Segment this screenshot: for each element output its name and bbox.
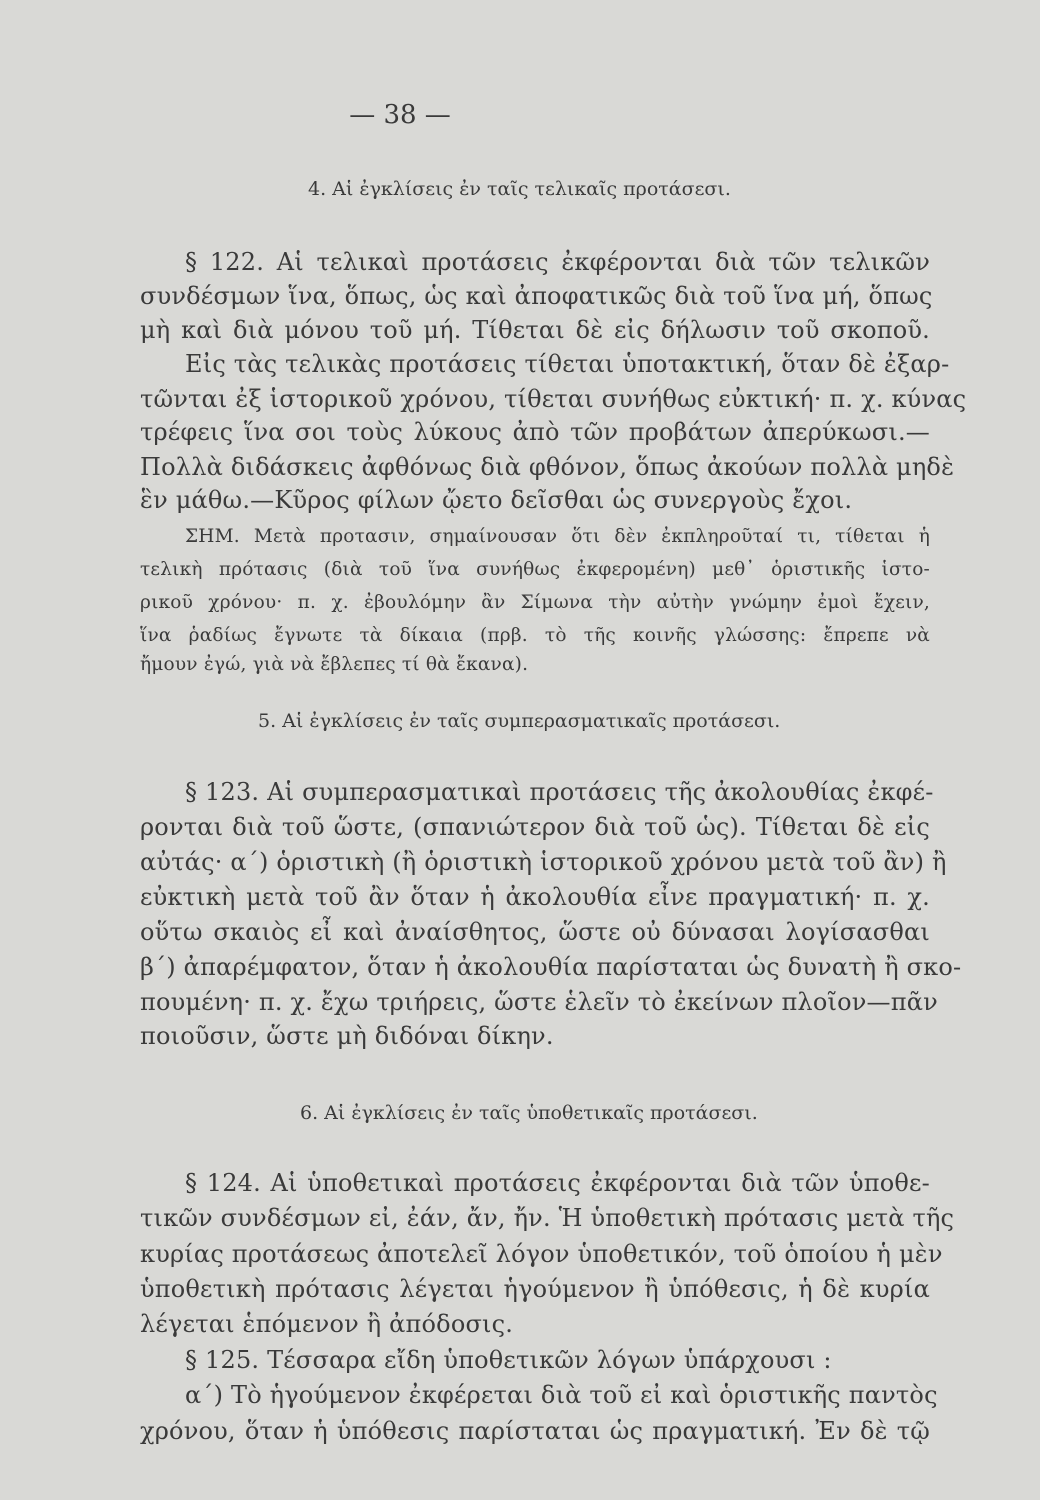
paragraph-123-line: ρονται διὰ τοῦ ὥστε, (σπανιώτερον διὰ τοῦ ὡς). Τίθεται δὲ εἰς	[140, 813, 930, 841]
paragraph-124-line: § 124. Αἱ ὑποθετικαὶ προτάσεις ἐκφέρονται διὰ τῶν ὑποθε-	[185, 1169, 930, 1197]
paragraph-122-line: Πολλὰ διδάσκεις ἀφθόνως διὰ φθόνον, ὅπως ἀκούων πολλὰ μηδὲ	[140, 453, 955, 481]
paragraph-122-line: μὴ καὶ διὰ μόνου τοῦ μή. Τίθεται δὲ εἰς δήλωσιν τοῦ σκοποῦ.	[140, 316, 930, 344]
paragraph-123-line: β΄) ἀπαρέμφατον, ὅταν ἡ ἀκολουθία παρίσταται ὡς δυνατὴ ἢ σκο-	[140, 953, 962, 981]
paragraph-124-line: ὑποθετικὴ πρότασις λέγεται ἡγούμενον ἢ ὑπόθεσις, ἡ δὲ κυρία	[140, 1275, 930, 1303]
paragraph-123-line: ποιοῦσιν, ὥστε μὴ διδόναι δίκην.	[140, 1022, 554, 1050]
section-heading-6: 6. Αἱ ἐγκλίσεις ἐν ταῖς ὑποθετικαῖς προτάσεσι.	[300, 1102, 758, 1124]
paragraph-123-line: πουμένη· π. χ. ἔχω τριήρεις, ὥστε ἑλεῖν τὸ ἐκείνων πλοῖον—πᾶν	[140, 988, 938, 1016]
paragraph-122-line: ἓν μάθω.—Κῦρος φίλων ᾤετο δεῖσθαι ὡς συνεργοὺς ἔχοι.	[140, 486, 853, 514]
paragraph-122-line: § 122. Αἱ τελικαὶ προτάσεις ἐκφέρονται διὰ τῶν τελικῶν	[185, 248, 930, 276]
paragraph-124-line: τικῶν συνδέσμων εἰ, ἐάν, ἄν, ἤν. Ἡ ὑποθετικὴ πρότασις μετὰ τῆς	[140, 1204, 955, 1232]
note-line: τελικὴ πρότασις (διὰ τοῦ ἵνα συνήθως ἐκφερομένη) μεθ᾽ ὁριστικῆς ἱστο-	[140, 559, 930, 580]
paragraph-125-line: § 125. Τέσσαρα εἴδη ὑποθετικῶν λόγων ὑπάρχουσι :	[185, 1346, 832, 1374]
note-line: ἤμουν ἐγώ, γιὰ νὰ ἔβλεπες τί θὰ ἔκανα).	[140, 654, 529, 675]
paragraph-122-line: Εἰς τὰς τελικὰς προτάσεις τίθεται ὑποτακτική, ὅταν δὲ ἐξαρ-	[185, 350, 950, 378]
paragraph-124-line: κυρίας προτάσεως ἀποτελεῖ λόγον ὑποθετικόν, τοῦ ὁποίου ἡ μὲν	[140, 1240, 943, 1268]
page-number: — 38 —	[349, 100, 451, 130]
section-heading-4: 4. Αἱ ἐγκλίσεις ἐν ταῖς τελικαῖς προτάσεσι.	[308, 178, 731, 200]
paragraph-123-line: εὐκτικὴ μετὰ τοῦ ἂν ὅταν ἡ ἀκολουθία εἶνε πραγματική· π. χ.	[140, 883, 930, 911]
paragraph-122-line: τῶνται ἐξ ἱστορικοῦ χρόνου, τίθεται συνήθως εὐκτική· π. χ. κύνας	[140, 385, 967, 413]
note-line: ΣΗΜ. Μετὰ προτασιν, σημαίνουσαν ὅτι δὲν ἐκπληροῦταί τι, τίθεται ἡ	[185, 526, 930, 547]
paragraph-123-line: § 123. Αἱ συμπερασματικαὶ προτάσεις τῆς ἀκολουθίας ἐκφέ-	[185, 778, 934, 806]
note-line: ἵνα ῥαδίως ἔγνωτε τὰ δίκαια (πρβ. τὸ τῆς κοινῆς γλώσσης: ἔπρεπε νὰ	[140, 625, 930, 646]
paragraph-123-line: αὐτάς· α΄) ὁριστικὴ (ἢ ὁριστικὴ ἱστορικοῦ χρόνου μετὰ τοῦ ἂν) ἢ	[140, 848, 947, 876]
paragraph-124-line: λέγεται ἑπόμενον ἢ ἀπόδοσις.	[140, 1310, 514, 1338]
paragraph-122-line: συνδέσμων ἵνα, ὅπως, ὡς καὶ ἀποφατικῶς διὰ τοῦ ἵνα μή, ὅπως	[140, 282, 933, 310]
section-heading-5: 5. Αἱ ἐγκλίσεις ἐν ταῖς συμπερασματικαῖς προτάσεσι.	[258, 710, 781, 732]
paragraph-125-line: α΄) Τὸ ἡγούμενον ἐκφέρεται διὰ τοῦ εἰ καὶ ὁριστικῆς παντὸς	[185, 1381, 938, 1409]
note-line: ρικοῦ χρόνου· π. χ. ἐβουλόμην ἂν Σίμωνα τὴν αὐτὴν γνώμην ἐμοὶ ἔχειν,	[140, 592, 930, 613]
paragraph-125-line: χρόνου, ὅταν ἡ ὑπόθεσις παρίσταται ὡς πραγματική. Ἐν δὲ τῷ	[140, 1417, 930, 1445]
paragraph-122-line: τρέφεις ἵνα σοι τοὺς λύκους ἀπὸ τῶν προβάτων ἀπερύκωσι.—	[140, 418, 930, 446]
paragraph-123-line: οὕτω σκαιὸς εἶ καὶ ἀναίσθητος, ὥστε οὐ δύνασαι λογίσασθαι	[140, 918, 930, 946]
